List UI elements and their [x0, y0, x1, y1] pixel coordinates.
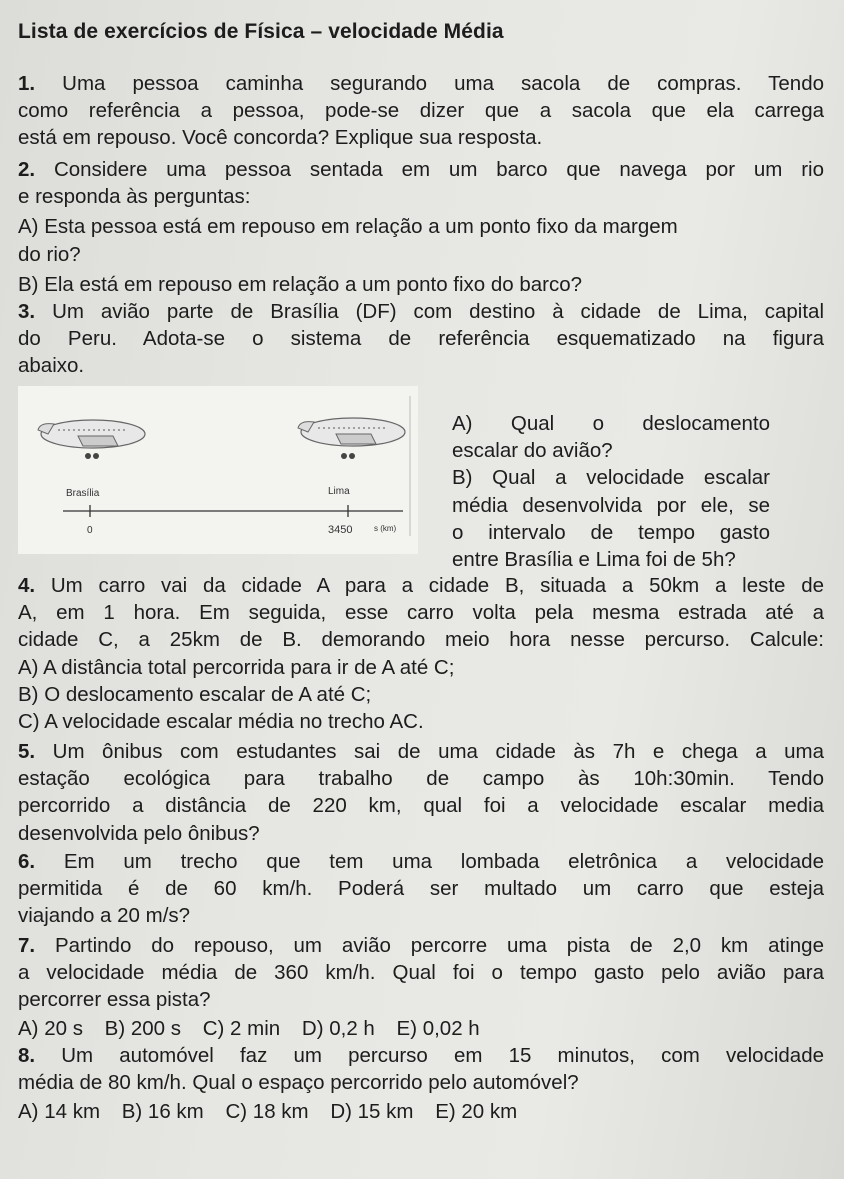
question-6-line-1: 6. Em um trecho que tem uma lombada eletrônica a velocidade: [18, 850, 824, 873]
question-7-option-c: C) 2 min: [202, 1017, 281, 1040]
question-8-option-b: B) 16 km: [121, 1100, 204, 1123]
question-4-item-c: C) A velocidade escalar média no trecho AC.: [18, 709, 424, 733]
tick-label-0: 0: [87, 525, 93, 536]
label-brasilia: Brasília: [66, 488, 100, 499]
question-7: [18, 932, 824, 1014]
question-5-line-1: 5. Um ônibus com estudantes sai de uma cidade às 7h e chega a uma: [18, 740, 824, 763]
question-7-option-a: A) 20 s: [18, 1017, 83, 1040]
question-3-line-2: do Peru. Adota-se o sistema de referência esquematizado na figura: [18, 327, 824, 351]
question-6-number: 6.: [18, 850, 36, 873]
question-7-line-1: 7. Partindo do repouso, um avião percorre uma pista de 2,0 km atinge: [18, 934, 824, 957]
question-3-sub-line-3: B) Qual a velocidade escalar: [452, 466, 770, 490]
question-2-number: 2.: [18, 158, 36, 181]
question-7-option-e: E) 0,02 h: [396, 1017, 480, 1040]
page-title: Lista de exercícios de Física – velocidade Média: [18, 20, 504, 43]
airplane-icon-left: [38, 420, 145, 459]
question-4-item-b: B) O deslocamento escalar de A até C;: [18, 682, 372, 706]
airplane-diagram-svg: [18, 386, 418, 554]
question-7-line-3: percorrer essa pista?: [18, 988, 211, 1012]
question-3-sub-line-4: média desenvolvida por ele, se: [452, 493, 770, 517]
question-5-number: 5.: [18, 740, 36, 763]
question-2-line-2: e responda às perguntas:: [18, 185, 251, 209]
question-6-line-2: permitida é de 60 km/h. Poderá ser multado um carro que esteja: [18, 877, 824, 901]
airplane-icon-right: [298, 418, 405, 459]
question-8-option-d: D) 15 km: [330, 1100, 414, 1123]
question-3-sub-line-5: o intervalo de tempo gasto: [452, 520, 770, 544]
question-2-item-a-line-1: A) Esta pessoa está em repouso em relação a um ponto fixo da margem: [18, 215, 678, 239]
question-4-line-2: A, em 1 hora. Em seguida, esse carro volta pela mesma estrada até a: [18, 601, 824, 625]
question-2-item-b: B) Ela está em repouso em relação a um ponto fixo do barco?: [18, 272, 583, 296]
question-4-line-3: cidade C, a 25km de B. demorando meio hora nesse percurso. Calcule:: [18, 628, 824, 652]
question-8-option-a: A) 14 km: [18, 1100, 101, 1123]
question-7-number: 7.: [18, 934, 36, 957]
question-8-option-e: E) 20 km: [435, 1100, 518, 1123]
question-4-number: 4.: [18, 574, 36, 597]
question-1: [18, 70, 824, 152]
question-8-line-2: média de 80 km/h. Qual o espaço percorrido pelo automóvel?: [18, 1071, 579, 1095]
question-8-options: [18, 1100, 533, 1124]
question-3-sub-line-6: entre Brasília e Lima foi de 5h?: [452, 547, 736, 571]
question-3-line-3: abaixo.: [18, 354, 85, 378]
question-7-option-d: D) 0,2 h: [301, 1017, 375, 1040]
question-3: [18, 298, 824, 380]
question-8-number: 8.: [18, 1044, 36, 1067]
question-1-number: 1.: [18, 72, 36, 95]
axis-unit: s (km): [374, 524, 397, 533]
question-1-line-1: 1. Uma pessoa caminha segurando uma sacola de compras. Tendo: [18, 72, 824, 95]
question-5-line-2: estação ecológica para trabalho de campo às 10h:30min. Tendo: [18, 767, 824, 791]
question-1-line-2: como referência a pessoa, pode-se dizer que a sacola que ela carrega: [18, 99, 824, 123]
airplane-diagram: [18, 386, 418, 554]
question-6: [18, 848, 824, 930]
question-3-subquestions: [452, 410, 770, 573]
question-1-line-3: está em repouso. Você concorda? Explique sua resposta.: [18, 126, 543, 150]
question-8-option-c: C) 18 km: [225, 1100, 309, 1123]
question-3-sub-line-2: escalar do avião?: [452, 439, 613, 463]
question-3-sub-line-1: A) Qual o deslocamento: [452, 412, 770, 435]
question-4-item-a: A) A distância total percorrida para ir de A até C;: [18, 655, 455, 679]
question-3-number: 3.: [18, 300, 36, 323]
question-5: [18, 738, 824, 847]
question-7-line-2: a velocidade média de 360 km/h. Qual foi o tempo gasto pelo avião para: [18, 961, 824, 985]
question-4: [18, 572, 824, 735]
question-3-line-1: 3. Um avião parte de Brasília (DF) com destino à cidade de Lima, capital: [18, 300, 824, 323]
question-6-line-3: viajando a 20 m/s?: [18, 904, 191, 928]
question-8-line-1: 8. Um automóvel faz um percurso em 15 minutos, com velocidade: [18, 1044, 824, 1067]
question-8: [18, 1042, 824, 1096]
question-2-item-a-line-2: do rio?: [18, 242, 81, 266]
question-4-line-1: 4. Um carro vai da cidade A para a cidade B, situada a 50km a leste de: [18, 574, 824, 597]
label-lima: Lima: [328, 486, 350, 497]
question-2-line-1: 2. Considere uma pessoa sentada em um barco que navega por um rio: [18, 158, 824, 181]
question-5-line-3: percorrido a distância de 220 km, qual foi a velocidade escalar media: [18, 794, 824, 818]
question-2: [18, 156, 824, 298]
question-5-line-4: desenvolvida pelo ônibus?: [18, 821, 260, 845]
tick-label-3450: 3450: [328, 524, 353, 536]
question-7-option-b: B) 200 s: [104, 1017, 182, 1040]
question-7-options: [18, 1017, 496, 1041]
